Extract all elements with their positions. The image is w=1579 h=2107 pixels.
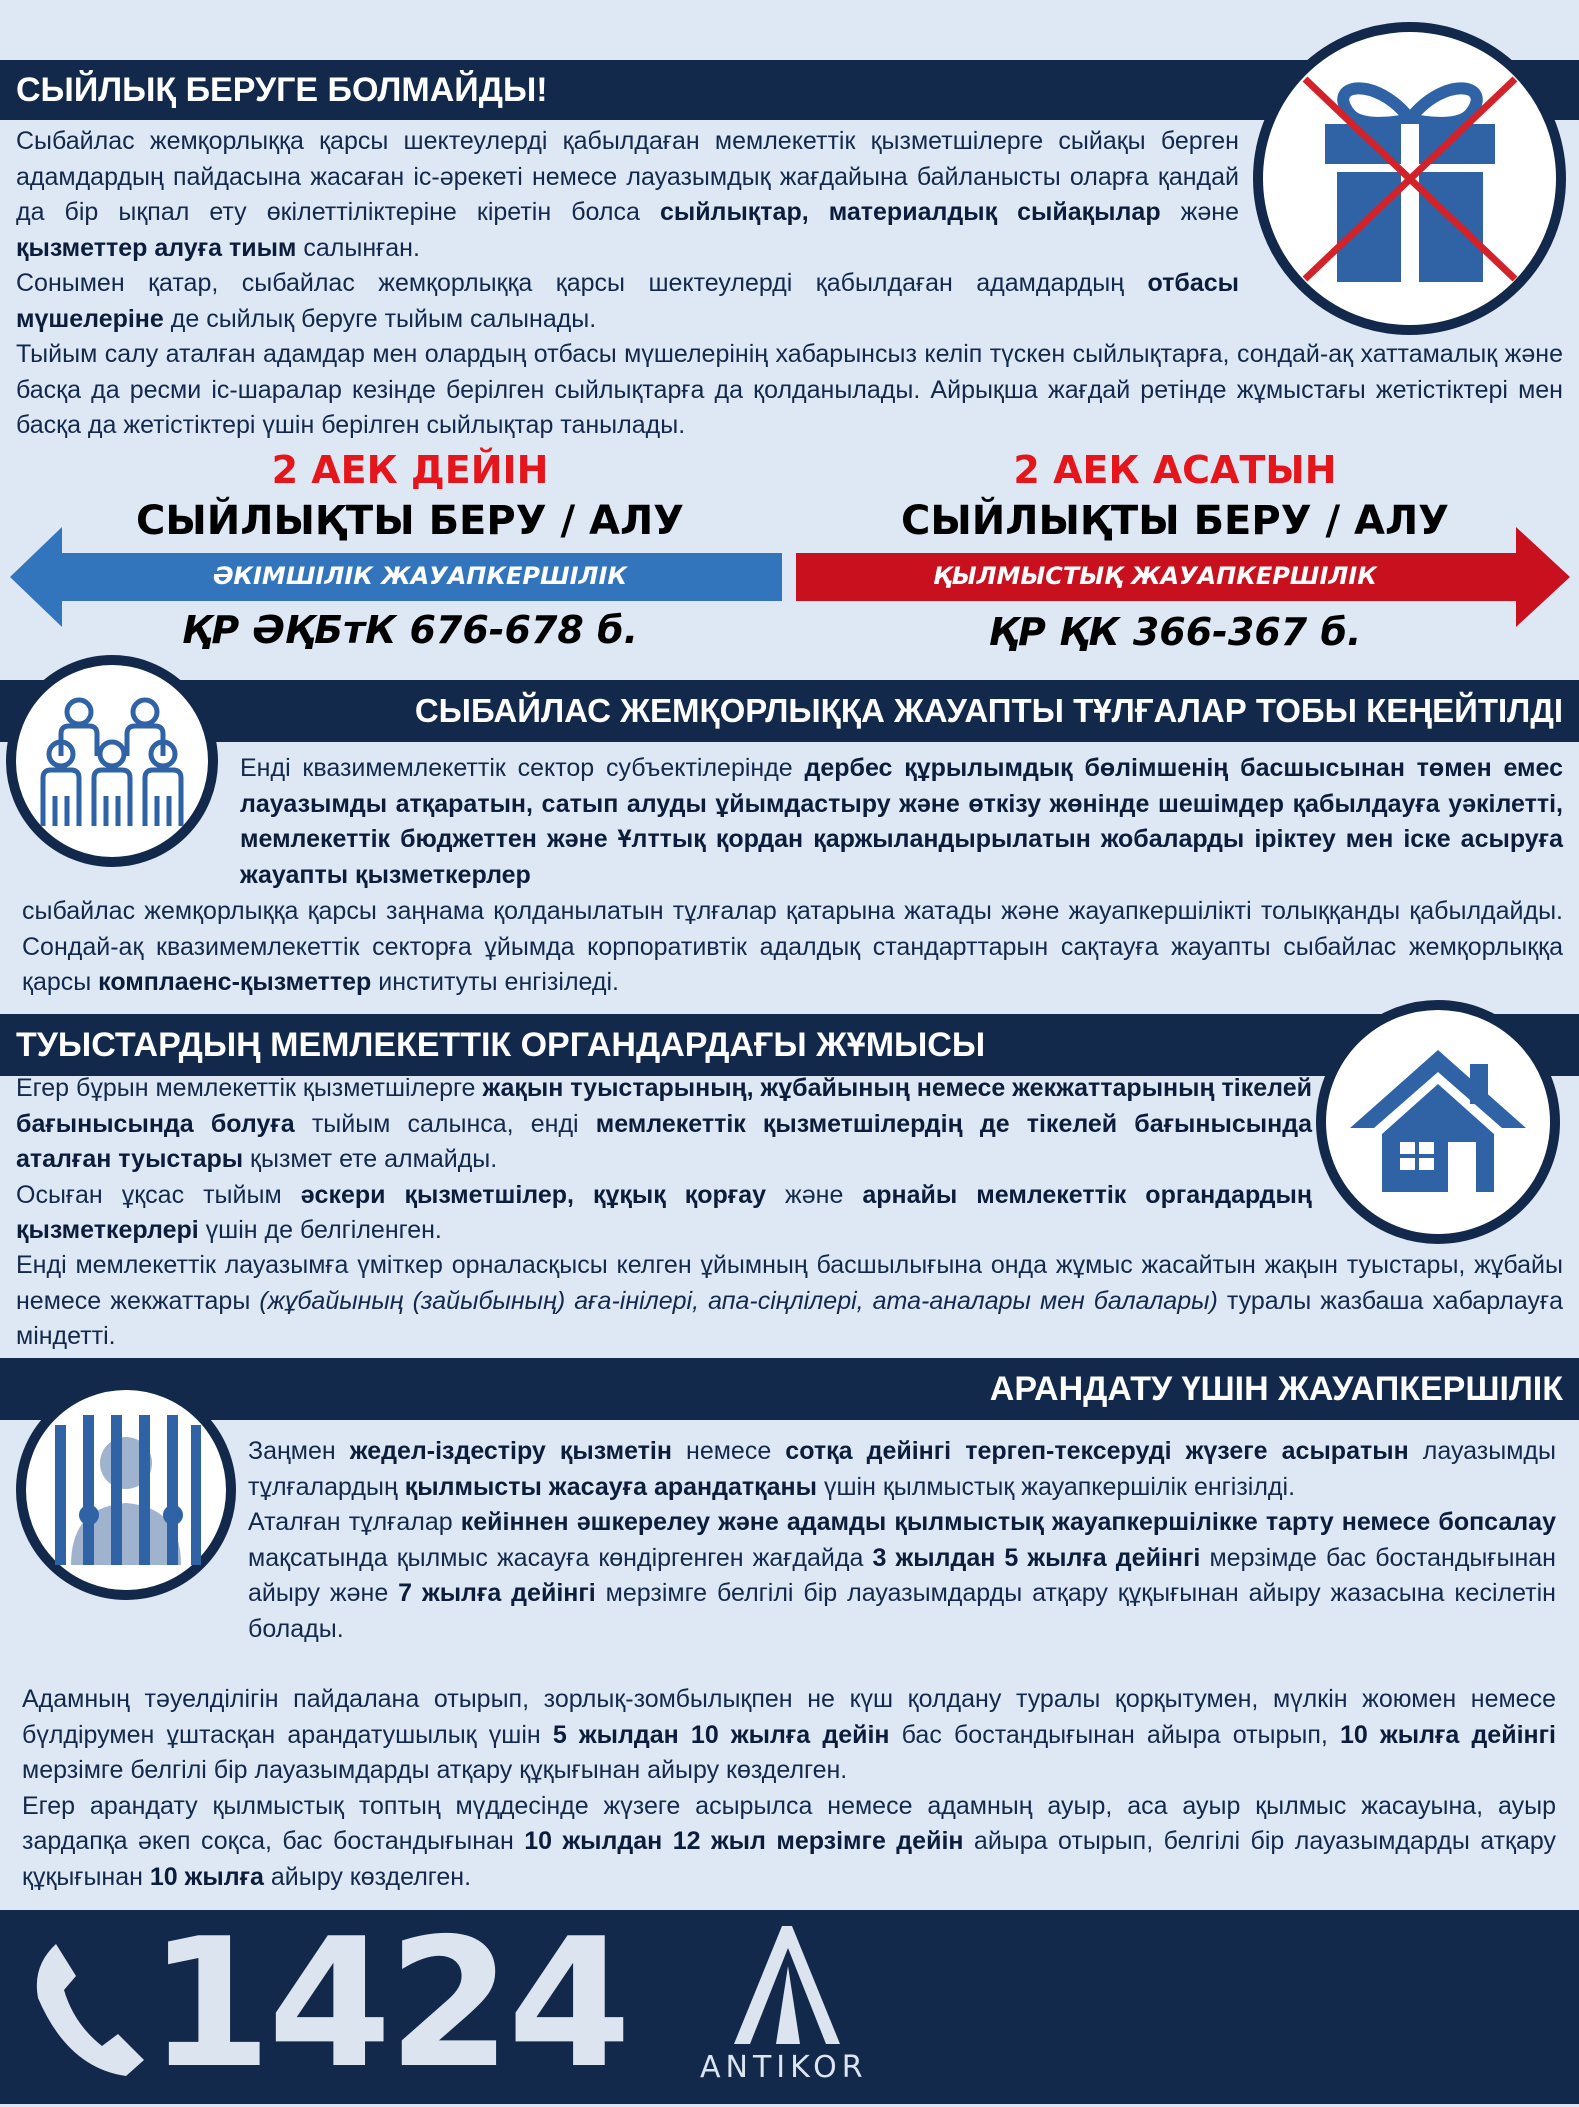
hotline-number[interactable]: 1424 <box>148 1900 628 2107</box>
section1-paragraph-3 <box>16 337 1563 444</box>
section3-paragraph-3 <box>16 1248 1563 1355</box>
antikor-logo-mark <box>730 1926 840 2046</box>
section3-text <box>16 1071 1312 1249</box>
people-group-badge <box>6 655 218 867</box>
italic-span: (жұбайының (зайыбының) аға-інілері, апа-сіңлілері, ата-аналары мен балалары) <box>259 1286 1218 1315</box>
brand-name: ANTIKOR <box>700 2050 868 2085</box>
bold-span: 5 жылдан 10 жылға дейін <box>552 1720 890 1749</box>
section4-paragraph-1 <box>248 1434 1556 1505</box>
section2-paragraph-2 <box>22 894 1563 1001</box>
bold-span: 10 жылға дейінгі <box>1340 1720 1556 1749</box>
text-span: Тыйым салу аталған адамдар мен олардың отбасы мүшелерінің хабарынсыз келіп түскен сыйлықтарға, сондай-ақ хаттамалық және басқа да ресми іс-шаралар кезінде берілген сыйлықтарға да қолданылады. Айрықша жағдай ретінде жұмыстағы жетістіктері мен басқа да жетістіктері үшін берілген сыйлықтар танылады. <box>16 340 1563 439</box>
section4-title-band <box>0 1358 1579 1420</box>
text-span: қызмет ете алмайды. <box>243 1145 498 1173</box>
left-limit-heading: 2 АЕК ДЕЙІН <box>271 448 549 492</box>
people-group-icon <box>37 686 187 836</box>
text-span: Заңмен <box>248 1437 350 1465</box>
bold-span: арнайы мемлекеттік органдардың қызметкерлері <box>16 1180 1313 1244</box>
bold-span: комплаенс-қызметтер <box>98 968 372 996</box>
text-span: мақсатында қылмыс жасауға көндіргенген жағдайда <box>248 1543 873 1572</box>
bold-span: кейіннен әшкерелеу және адамды қылмыстық жауапкершілікке тарту немесе бопсалау <box>460 1508 1556 1536</box>
text-span: айыру көзделген. <box>263 1862 472 1891</box>
text-span: Енді мемлекеттік лауазымға үміткер орналасқысы келген ұйымның басшылығына онда жұмыс жасайтын жақын туыстары, жұбайы немесе жекжаттары <box>16 1251 1563 1315</box>
house-badge <box>1316 1000 1560 1244</box>
section3-title: ТУЫСТАРДЫҢ МЕМЛЕКЕТТІК ОРГАНДАРДАҒЫ ЖҰМЫСЫ <box>16 1025 986 1064</box>
section4-text-wide <box>22 1682 1556 1895</box>
prison-badge <box>16 1380 236 1600</box>
bold-span: дербес құрылымдық бөлімшенің басшысынан төмен емес лауазымды атқаратын, сатып алуды ұйымдастыру және өткізу жөнінде шешімдер қабылдауға уәкілетті, мемлекеттік бюджеттен және Ұлттық қордан қаржыландырылатын жобаларды іріктеу мен іске асыруға жауапты қызметкерлер <box>240 754 1563 889</box>
text-span: үшін де белгіленген. <box>198 1216 442 1244</box>
right-arrow-label: ҚЫЛМЫСТЫҚ ЖАУАПКЕРШІЛІК <box>933 562 1377 590</box>
text-span: және <box>1160 198 1239 226</box>
text-span: үшін қылмыстық жауапкершілік енгізілді. <box>817 1472 1296 1501</box>
section2-title: СЫБАЙЛАС ЖЕМҚОРЛЫҚҚА ЖАУАПТЫ ТҰЛҒАЛАР ТОБЫ КЕҢЕЙТІЛДІ <box>414 692 1563 729</box>
bold-span: жақын туыстарының, жұбайының немесе жекжаттарының тікелей бағынысында болуға <box>16 1074 1312 1138</box>
text-span: Егер арандату қылмыстық топтың мүддесінде жүзеге асырылса немесе адамның ауыр, аса ауыр қылмыс жасауына, ауыр зардапқа әкеп соқса, бас бостандығынан <box>22 1791 1556 1855</box>
text-span: Сонымен қатар, сыбайлас жемқорлыққа қарсы шектеулерді қабылдаған адамдардың <box>16 269 1148 297</box>
section4-paragraph-2 <box>248 1505 1556 1647</box>
bold-span: мемлекеттік қызметшілердің де тікелей бағынысында аталған туыстары <box>16 1109 1312 1173</box>
bold-span: сыйлықтар, материалдық сыйақылар <box>659 198 1161 226</box>
right-action-heading: СЫЙЛЫҚТЫ БЕРУ / АЛУ <box>900 498 1450 544</box>
text-span: мерзімге белгілі бір лауазымдарды атқару құқығынан айыру жазасына кесілетін болады. <box>248 1579 1556 1643</box>
text-span: Осыған ұқсас тыйым <box>16 1180 301 1209</box>
house-icon <box>1348 1042 1528 1202</box>
phone-icon <box>28 1938 148 2078</box>
bold-span: 10 жылға <box>149 1862 264 1891</box>
text-span: институты енгізіледі. <box>371 968 619 996</box>
text-span: немесе <box>671 1437 786 1465</box>
section3-paragraph-2 <box>16 1178 1312 1249</box>
section1-paragraph-2 <box>16 266 1239 337</box>
footer-band <box>0 1900 1579 2107</box>
left-action-heading: СЫЙЛЫҚТЫ БЕРУ / АЛУ <box>135 498 685 544</box>
bold-span: қызметтер алуға тиым <box>16 233 297 262</box>
section3-paragraph-1 <box>16 1071 1312 1178</box>
text-span: Аталған тұлғалар <box>248 1508 461 1536</box>
crossed-gift-icon <box>1295 64 1525 294</box>
text-span: және <box>766 1180 863 1209</box>
left-arrow-label: ӘКІМШІЛІК ЖАУАПКЕРШІЛІК <box>212 562 628 590</box>
text-span: туралы жазбаша хабарлауға міндетті. <box>16 1286 1563 1350</box>
text-span: мерзімде бас бостандығынан айыру және <box>248 1543 1556 1607</box>
text-span: сыбайлас жемқорлыққа қарсы заңнама қолданылатын тұлғалар қатарына жатады және жауапкершілікті толыққанды қабылдайды. Сондай-ақ квазимемлекеттік секторға ұйымда корпоративтік адалдық стандарттарын сақтауға жауапты сыбайлас жемқорлыққа қарсы <box>22 897 1563 996</box>
text-span: мерзімге белгілі бір лауазымдарды атқару құқығынан айыру көзделген. <box>22 1756 848 1784</box>
section4-title: АРАНДАТУ ҮШІН ЖАУАПКЕРШІЛІК <box>989 1369 1563 1408</box>
left-law-reference: ҚР ӘҚБтК 676-678 б. <box>181 608 639 652</box>
text-span: Адамның тәуелділігін пайдалана отырып, зорлық-зомбылықпен не күш қолдану туралы қорқытумен, мүлкін жоюмен немесе бүлдірумен ұштасқан арандатушылық үшін <box>22 1685 1556 1749</box>
section4-text <box>248 1434 1556 1647</box>
right-limit-heading: 2 АЕК АСАТЫН <box>1013 448 1337 492</box>
section1-text <box>16 124 1239 337</box>
right-law-reference: ҚР ҚК 366-367 б. <box>988 610 1362 654</box>
section1-title: СЫЙЛЫҚ БЕРУГЕ БОЛМАЙДЫ! <box>16 70 548 109</box>
bold-span: 7 жылға дейінгі <box>398 1579 596 1607</box>
text-span: Сыбайлас жемқорлыққа қарсы шектеулерді қабылдаған мемлекеттік қызметшілерге сыйақы берген адамдардың пайдасына жасаған іс-әрекеті немесе лауазымдық жағдайына байланысты оларға қандай да бір ықпал ету өкілеттіліктеріне кіретін болса <box>16 127 1239 226</box>
section4-paragraph-4 <box>22 1789 1556 1896</box>
text-span: де сыйлық беруге тыйым салынады. <box>163 304 597 333</box>
bold-span: 3 жылдан 5 жылға дейінгі <box>872 1543 1201 1572</box>
section2-paragraph-1 <box>240 751 1563 893</box>
text-span: лауазымды тұлғалардың <box>248 1437 1556 1501</box>
bold-span: 10 жылдан 12 жыл мерзімге дейін <box>524 1827 964 1855</box>
text-span: тыйым салынса, енді <box>294 1109 596 1138</box>
bold-span: әскери қызметшілер, құқық қорғау <box>300 1180 767 1209</box>
text-span: айыра отырып, белгілі бір лауазымдарды атқару құқығынан <box>22 1827 1556 1891</box>
bold-span: отбасы мүшелеріне <box>16 269 1239 333</box>
section4-paragraph-3 <box>22 1682 1556 1789</box>
text-span: Егер бұрын мемлекеттік қызметшілерге <box>16 1074 483 1102</box>
section1-paragraph-1 <box>16 124 1239 266</box>
text-span: Енді квазимемлекеттік сектор субъектілерінде <box>240 754 805 782</box>
bold-span: сотқа дейінгі тергеп-тексеруді жүзеге асыратын <box>785 1437 1409 1465</box>
gift-forbidden-badge <box>1253 22 1566 335</box>
bold-span: жедел-іздестіру қызметін <box>349 1437 672 1465</box>
text-span: бас бостандығынан айыра отырып, <box>889 1720 1341 1749</box>
bold-span: қылмысты жасауға арандатқаны <box>404 1472 818 1501</box>
prison-bars-icon <box>51 1415 201 1565</box>
text-span: салынған. <box>296 233 420 262</box>
section2-title-band <box>0 680 1579 742</box>
